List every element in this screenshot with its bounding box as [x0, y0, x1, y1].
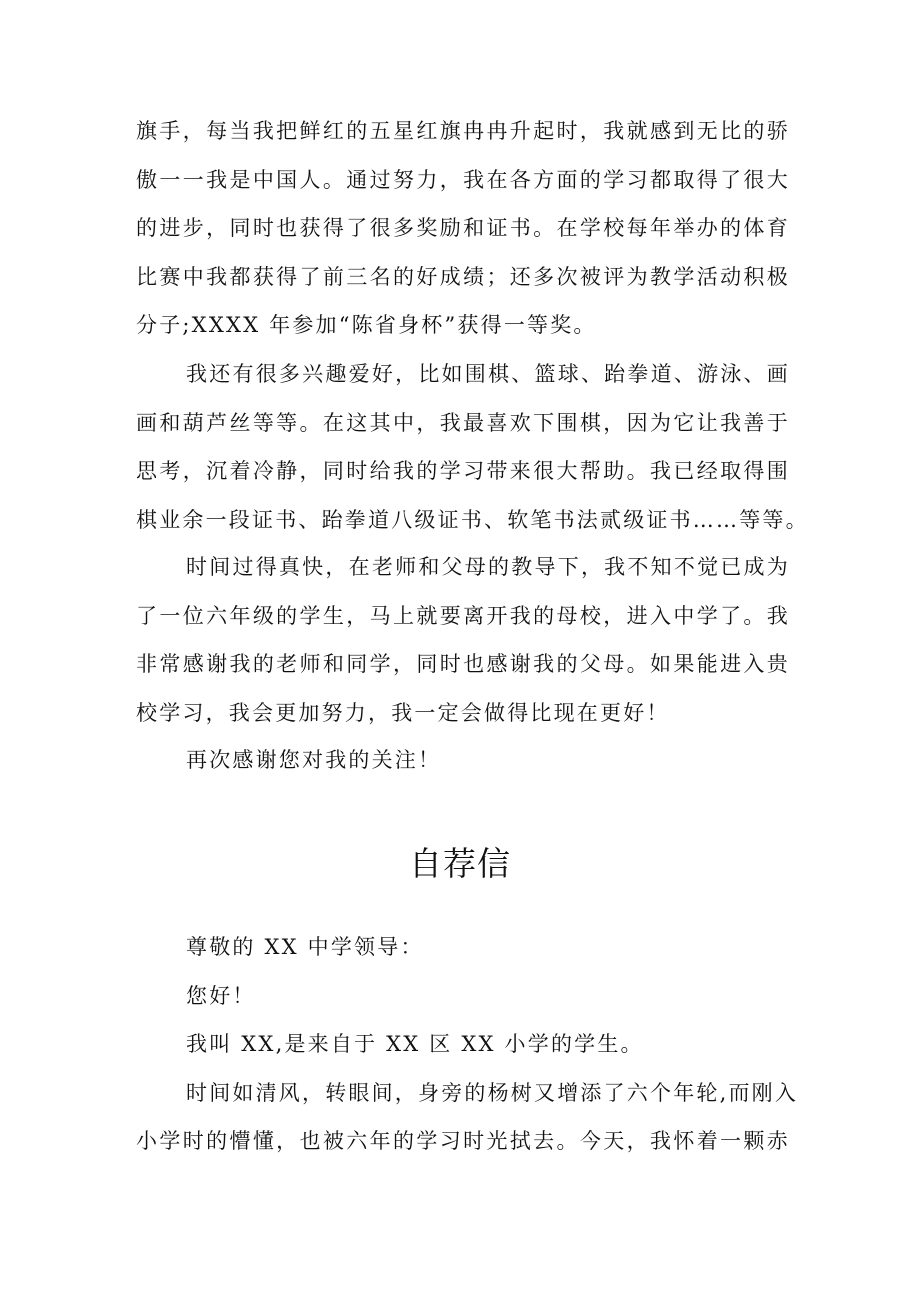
text-line: 非常感谢我的老师和同学，同时也感谢我的父母。如果能进入贵 [136, 652, 790, 677]
text-line: 再次感谢您对我的关注！ [186, 748, 442, 772]
text-line: 傲一一我是中国人。通过努力，我在各方面的学习都取得了很大 [136, 167, 790, 192]
paragraph-gratitude [136, 543, 790, 737]
text-line: 分子;XXXX 年参加“陈省身杯”获得一等奖。 [136, 313, 597, 338]
paragraph-closing [136, 736, 790, 785]
text-line: 校学习，我会更加努力，我一定会做得比现在更好！ [136, 700, 670, 725]
letter-title: 自荐信 [409, 844, 511, 883]
text-line: 小学时的懵懂，也被六年的学习时光拭去。今天，我怀着一颗赤 [136, 1129, 790, 1154]
paragraph-achievements [136, 107, 790, 350]
paragraph-hobbies [136, 350, 809, 544]
letter-greeting: 您好！ [186, 983, 256, 1008]
letter-salutation: 尊敬的 XX 中学领导： [186, 935, 424, 959]
text-line: 画和葫芦丝等等。在这其中，我最喜欢下围棋，因为它让我善于 [136, 410, 790, 435]
text-line: 时间如清风，转眼间，身旁的杨树又增添了六个年轮,而刚入 [186, 1080, 799, 1105]
text-line: 思考，沉着冷静，同时给我的学习带来很大帮助。我已经取得围 [136, 459, 790, 484]
text-line: 时间过得真快，在老师和父母的教导下，我不知不觉已成为 [186, 555, 790, 579]
text-line: 棋业余一段证书、跆拳道八级证书、软笔书法贰级证书……等等。 [136, 507, 809, 532]
letter-opening [136, 923, 799, 1166]
text-line: 比赛中我都获得了前三名的好成绩；还多次被评为教学活动积极 [136, 264, 790, 289]
text-line: 了一位六年级的学生，马上就要离开我的母校，进入中学了。我 [136, 603, 790, 628]
letter-intro: 我叫 XX,是来自于 XX 区 XX 小学的学生。 [186, 1032, 644, 1057]
text-line: 旗手，每当我把鲜红的五星红旗冉冉升起时，我就感到无比的骄 [136, 119, 790, 143]
text-line: 我还有很多兴趣爱好，比如围棋、篮球、跆拳道、游泳、画 [186, 362, 790, 386]
text-line: 的进步，同时也获得了很多奖励和证书。在学校每年举办的体育 [136, 216, 790, 241]
